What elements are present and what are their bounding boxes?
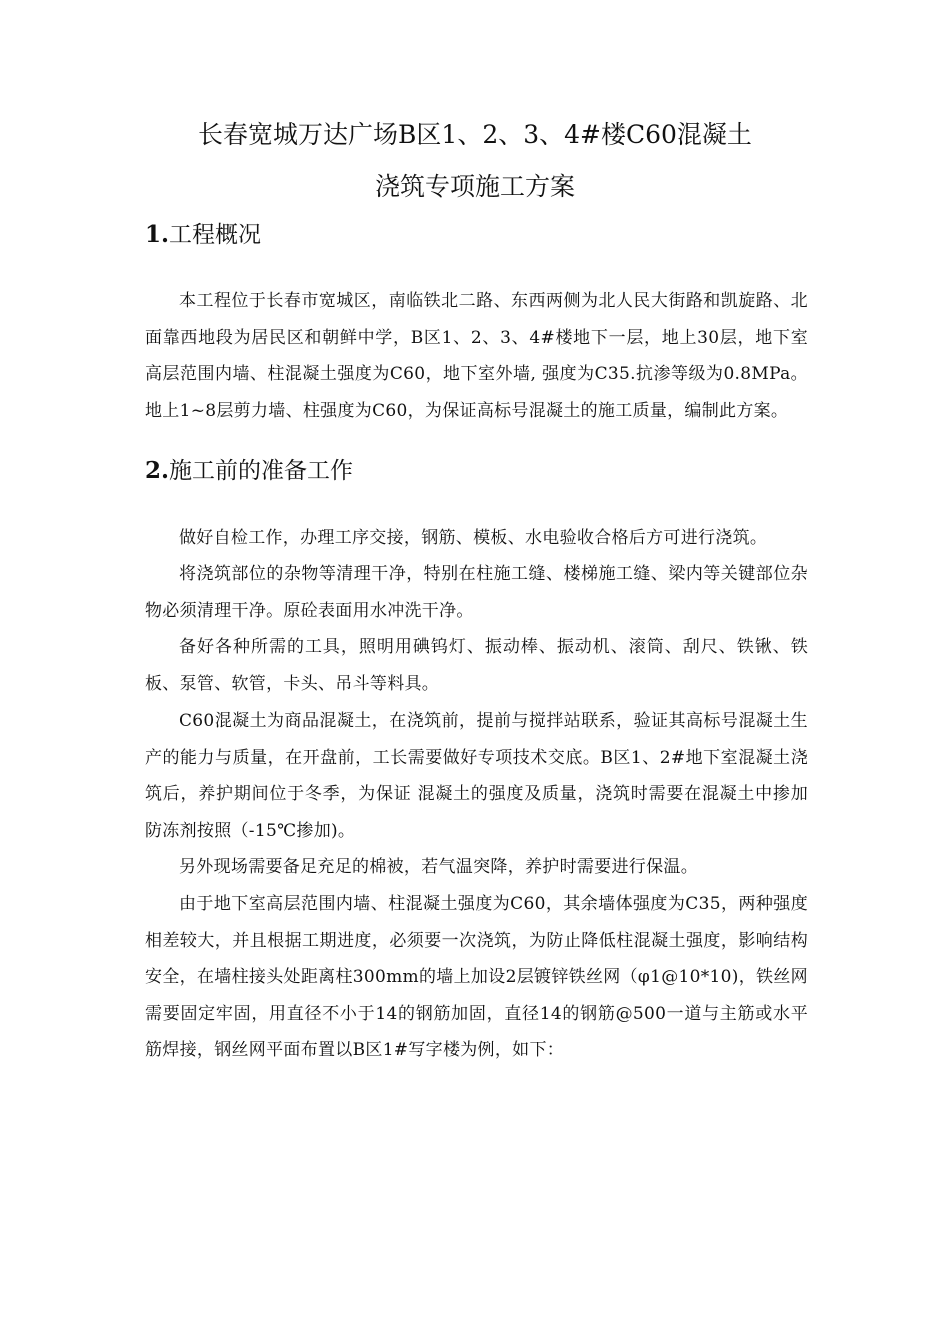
section-1-number: 1. xyxy=(145,221,170,248)
section-1-title: 工程概况 xyxy=(169,222,262,248)
section-2-paragraph-6: 由于地下室高层范围内墙、柱混凝土强度为C60，其余墙体强度为C35，两种强度相差较大，并且根据工期进度，必须要一次浇筑，为防止降低柱混凝土强度，影响结构安全，在墙柱接头处距离柱300mm的墙上加设2层镀锌铁丝网（φ1@10*10)，铁丝网需要固定牢固，用直径不小于14的钢筋加固，直径14的钢筋@500一道与主筋或水平筋焊接，钢丝网平面布置以B区1#写字楼为例，如下： xyxy=(145,894,808,1060)
section-2-paragraph-2: 将浇筑部位的杂物等清理干净，特别在柱施工缝、楼梯施工缝、梁内等关键部位杂物必须清理干净。原砼表面用水冲洗干净。 xyxy=(145,564,808,621)
section-2-paragraph-3: 备好各种所需的工具，照明用碘钨灯、振动棒、振动机、滚筒、刮尺、铁锹、铁板、泵管、软管，卡头、吊斗等料具。 xyxy=(145,637,808,694)
section-2-heading xyxy=(145,456,353,486)
section-2-paragraph-1: 做好自检工作，办理工序交接，钢筋、模板、水电验收合格后方可进行浇筑。 xyxy=(179,528,768,548)
document-title-line-2: 浇筑专项施工方案 xyxy=(374,172,575,201)
section-2-title: 施工前的准备工作 xyxy=(169,458,354,484)
section-1-heading xyxy=(145,220,261,250)
section-2-number: 2. xyxy=(145,457,170,484)
section-2-paragraph-4: C60混凝土为商品混凝土，在浇筑前，提前与搅拌站联系，验证其高标号混凝土生产的能力与质量，在开盘前，工长需要做好专项技术交底。B区1、2#地下室混凝土浇筑后，养护期间位于冬季，为保证 混凝土的强度及质量，浇筑时需要在混凝土中掺加防冻剂按照（-15℃掺加)。 xyxy=(145,711,808,841)
section-2-paragraph-5: 另外现场需要备足充足的棉被，若气温突降，养护时需要进行保温。 xyxy=(179,857,698,877)
document-title-line-1: 长春宽城万达广场B区1、2、3、4#楼C60混凝土 xyxy=(198,120,752,149)
section-1-paragraph: 本工程位于长春市宽城区，南临铁北二路、东西两侧为北人民大街路和凯旋路、北面靠西地段为居民区和朝鲜中学，B区1、2、3、4#楼地下一层，地上30层，地下室高层范围内墙、柱混凝土强度为C60，地下室外墙, 强度为C35.抗渗等级为0.8MPa。地上1~8层剪力墙、柱强度为C60，为保证高标号混凝土的施工质量，编制此方案。 xyxy=(145,291,808,421)
